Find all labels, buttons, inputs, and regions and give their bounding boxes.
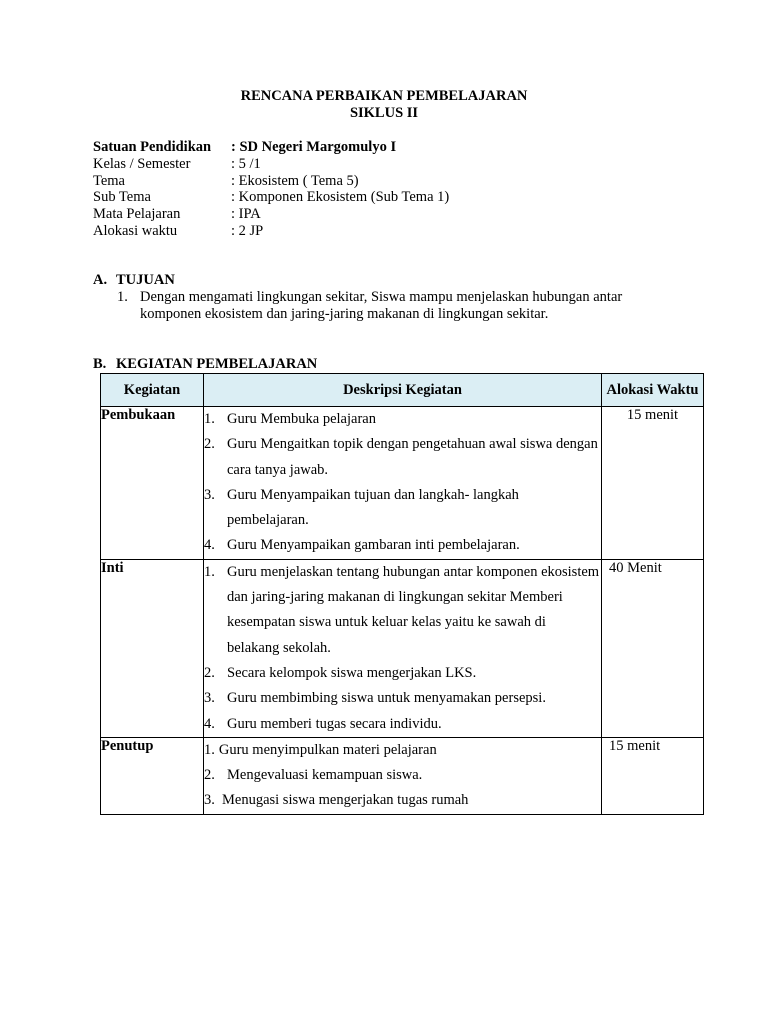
activity-item [204, 432, 601, 483]
activity-item [204, 560, 601, 661]
document-subtitle: SIKLUS II [349, 105, 419, 121]
objective-number: 1. [117, 289, 128, 305]
identity-label: Sub Tema [93, 189, 151, 206]
objective-item [117, 289, 677, 323]
identity-value: : IPA [231, 206, 261, 223]
section-b-heading [93, 356, 317, 373]
activity-number: 2. [204, 436, 215, 453]
activity-number: 1. [204, 411, 215, 427]
header-deskripsi: Deskripsi Kegiatan [204, 374, 602, 407]
time-cell: 40 Menit [602, 559, 704, 737]
activity-text: Guru Menyampaikan tujuan dan langkah- langkah pembelajaran. [227, 486, 519, 529]
identity-label: Alokasi waktu [93, 222, 178, 239]
section-a-heading [93, 272, 175, 289]
identity-label: Kelas / Semester [93, 155, 191, 172]
activity-text: Guru menjelaskan tentang hubungan antar komponen ekosistem dan jaring-jaring makanan di lingkungan sekitar Memberi kesempatan siswa untuk keluar kelas yaitu ke sawah di belakang sekolah. [227, 563, 600, 656]
table-row [101, 559, 704, 737]
activity-item [204, 788, 601, 813]
table-header-row [101, 374, 704, 407]
identity-label: Tema [93, 172, 125, 189]
identity-value: : 2 JP [231, 222, 264, 239]
section-a-title: TUJUAN [116, 272, 175, 288]
section-b-title: KEGIATAN PEMBELAJARAN [116, 356, 318, 372]
description-cell [204, 407, 602, 560]
activity-text: Secara kelompok siswa mengerjakan LKS. [227, 664, 477, 681]
identity-label: Mata Pelajaran [93, 206, 181, 223]
header-alokasi: Alokasi Waktu [602, 374, 704, 407]
phase-cell: Inti [101, 559, 204, 737]
identity-value: : SD Negeri Margomulyo I [231, 139, 397, 155]
identity-row [93, 173, 449, 190]
activity-text: Guru Membuka pelajaran [227, 411, 376, 427]
time-cell: 15 menit [602, 737, 704, 814]
identity-row [93, 189, 449, 206]
description-cell [204, 559, 602, 737]
section-b-letter: B. [93, 356, 107, 372]
activity-number: 2. [204, 767, 215, 784]
document-title: RENCANA PERBAIKAN PEMBELAJARAN [240, 88, 528, 104]
activity-table [100, 373, 704, 815]
activity-number: 3. [204, 690, 215, 707]
activity-item [204, 407, 601, 432]
table-row [101, 407, 704, 560]
section-a-letter: A. [93, 272, 108, 288]
table-row [101, 737, 704, 814]
activity-number: 4. [204, 537, 215, 554]
identity-value: : Ekosistem ( Tema 5) [231, 172, 359, 189]
activity-item [204, 712, 601, 737]
activity-text: Guru Mengaitkan topik dengan pengetahuan awal siswa dengan cara tanya jawab. [227, 436, 598, 478]
activity-item [204, 661, 601, 686]
phase-cell: Pembukaan [101, 407, 204, 560]
identity-row [93, 223, 449, 240]
identity-row [93, 139, 449, 156]
activity-text: Guru menyimpulkan materi pelajaran [218, 741, 437, 758]
activity-item [204, 686, 601, 711]
identity-row [93, 156, 449, 173]
header-kegiatan: Kegiatan [101, 374, 204, 407]
activity-text: Guru memberi tugas secara individu. [227, 715, 442, 732]
activity-item [204, 533, 601, 558]
identity-label: Satuan Pendidikan [93, 139, 212, 155]
activity-number: 2. [204, 664, 215, 681]
identity-value: : 5 /1 [231, 155, 261, 172]
activity-number: 4. [204, 715, 215, 732]
activity-number: 3. [204, 792, 215, 809]
activity-number: 1. [204, 741, 215, 758]
activity-number: 1. [204, 563, 215, 580]
phase-cell: Penutup [101, 737, 204, 814]
time-cell: 15 menit [602, 407, 704, 560]
activity-text: Menugasi siswa mengerjakan tugas rumah [222, 792, 469, 809]
activity-item [204, 738, 601, 763]
objective-text: Dengan mengamati lingkungan sekitar, Siswa mampu menjelaskan hubungan antar komponen ekosistem dan jaring-jaring makanan di lingkungan sekitar. [140, 289, 623, 322]
identity-value: : Komponen Ekosistem (Sub Tema 1) [231, 189, 450, 206]
activity-number: 3. [204, 486, 215, 503]
activity-text: Mengevaluasi kemampuan siswa. [227, 767, 423, 784]
activity-text: Guru Menyampaikan gambaran inti pembelajaran. [227, 537, 520, 554]
identity-block [93, 139, 449, 240]
activity-item [204, 763, 601, 788]
activity-text: Guru membimbing siswa untuk menyamakan persepsi. [227, 690, 546, 707]
identity-row [93, 206, 449, 223]
activity-item [204, 483, 601, 534]
description-cell [204, 737, 602, 814]
